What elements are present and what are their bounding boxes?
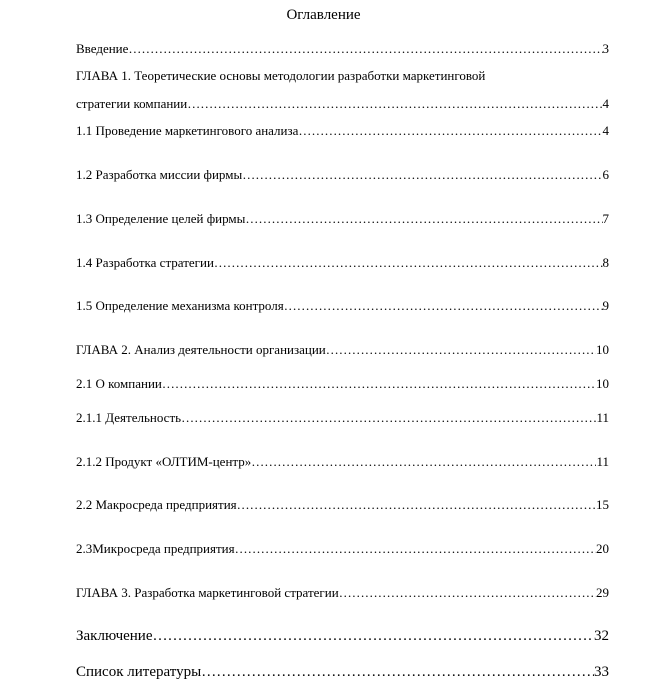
toc-entry-page: 4 [602,96,609,111]
toc-entry-page: 11 [596,454,609,469]
toc-entry-chapter-3[interactable] [76,584,609,602]
toc-entry-label: Заключение [76,628,153,644]
toc-entry-label: 1.3 Определение целей фирмы [76,211,246,226]
toc-entry-page: 15 [596,497,609,512]
dot-leader [237,496,596,514]
toc-entry-2-3[interactable] [76,540,609,558]
dot-leader [128,40,602,58]
toc-entry-page: 11 [596,410,609,425]
toc-entry-bibliography[interactable] [76,662,609,682]
toc-entry-2-1[interactable] [76,375,609,393]
toc-entry-page: 33 [594,664,609,680]
toc-entry-label: 2.1.1 Деятельность [76,410,182,425]
toc-entry-chapter-1-line-1[interactable] [76,67,609,85]
toc-entry-introduction[interactable] [76,40,609,58]
dot-leader [326,341,596,359]
dot-leader [339,584,596,602]
toc-entry-2-2[interactable] [76,496,609,514]
toc-entry-label: 1.4 Разработка стратегии [76,255,214,270]
toc-entry-label: Список литературы [76,664,202,680]
dot-leader [245,210,602,228]
dot-leader [214,254,603,272]
dot-leader [298,122,602,140]
toc-entry-page: 20 [596,541,609,556]
toc-entry-label: 2.1.2 Продукт «ОЛТИМ-центр» [76,454,252,469]
dot-leader [181,409,596,427]
toc-entry-page: 3 [602,41,609,56]
toc-entry-page: 7 [602,211,609,226]
toc-entry-page: 10 [596,376,609,391]
toc-entry-page: 29 [596,585,609,600]
toc-entry-page: 32 [594,628,609,644]
toc-entry-label: 1.5 Определение механизма контроля [76,298,284,313]
dot-leader [284,297,603,315]
dot-leader [187,95,602,113]
toc-entry-label: Введение [76,41,129,56]
toc-entry-page: 8 [602,255,609,270]
toc-entry-page: 4 [602,123,609,138]
toc-entry-label: 1.2 Разработка миссии фирмы [76,167,243,182]
toc-entry-1-2[interactable] [76,166,609,184]
toc-entry-page: 9 [602,298,609,313]
toc-entry-conclusion[interactable] [76,626,609,646]
toc-entry-label: стратегии компании [76,96,188,111]
toc-entry-label: ГЛАВА 1. Теоретические основы методологии разработки маркетинговой [76,68,486,83]
dot-leader [162,375,596,393]
dot-leader [235,540,596,558]
toc-title: Оглавление [286,7,361,23]
toc-entry-1-5[interactable] [76,297,609,315]
dot-leader [242,166,602,184]
toc-entry-page: 10 [596,342,609,357]
dot-leader [153,626,595,646]
toc-entry-label: 2.3Микросреда предприятия [76,541,235,556]
toc-entry-1-4[interactable] [76,254,609,272]
toc-entry-1-1[interactable] [76,122,609,140]
dot-leader [251,453,596,471]
toc-entry-1-3[interactable] [76,210,609,228]
toc-entry-label: ГЛАВА 3. Разработка маркетинговой стратегии [76,585,339,600]
toc-entry-label: 2.1 О компании [76,376,162,391]
toc-entry-label: 1.1 Проведение маркетингового анализа [76,123,299,138]
toc-entry-chapter-1-line-2[interactable] [76,95,609,113]
toc-entry-label: ГЛАВА 2. Анализ деятельности организации [76,342,326,357]
toc-entry-chapter-2[interactable] [76,341,609,359]
dot-leader [201,662,594,682]
toc-entry-label: 2.2 Макросреда предприятия [76,497,237,512]
toc-entry-2-1-2[interactable] [76,453,609,471]
toc-entry-page: 6 [602,167,609,182]
toc-entry-2-1-1[interactable] [76,409,609,427]
